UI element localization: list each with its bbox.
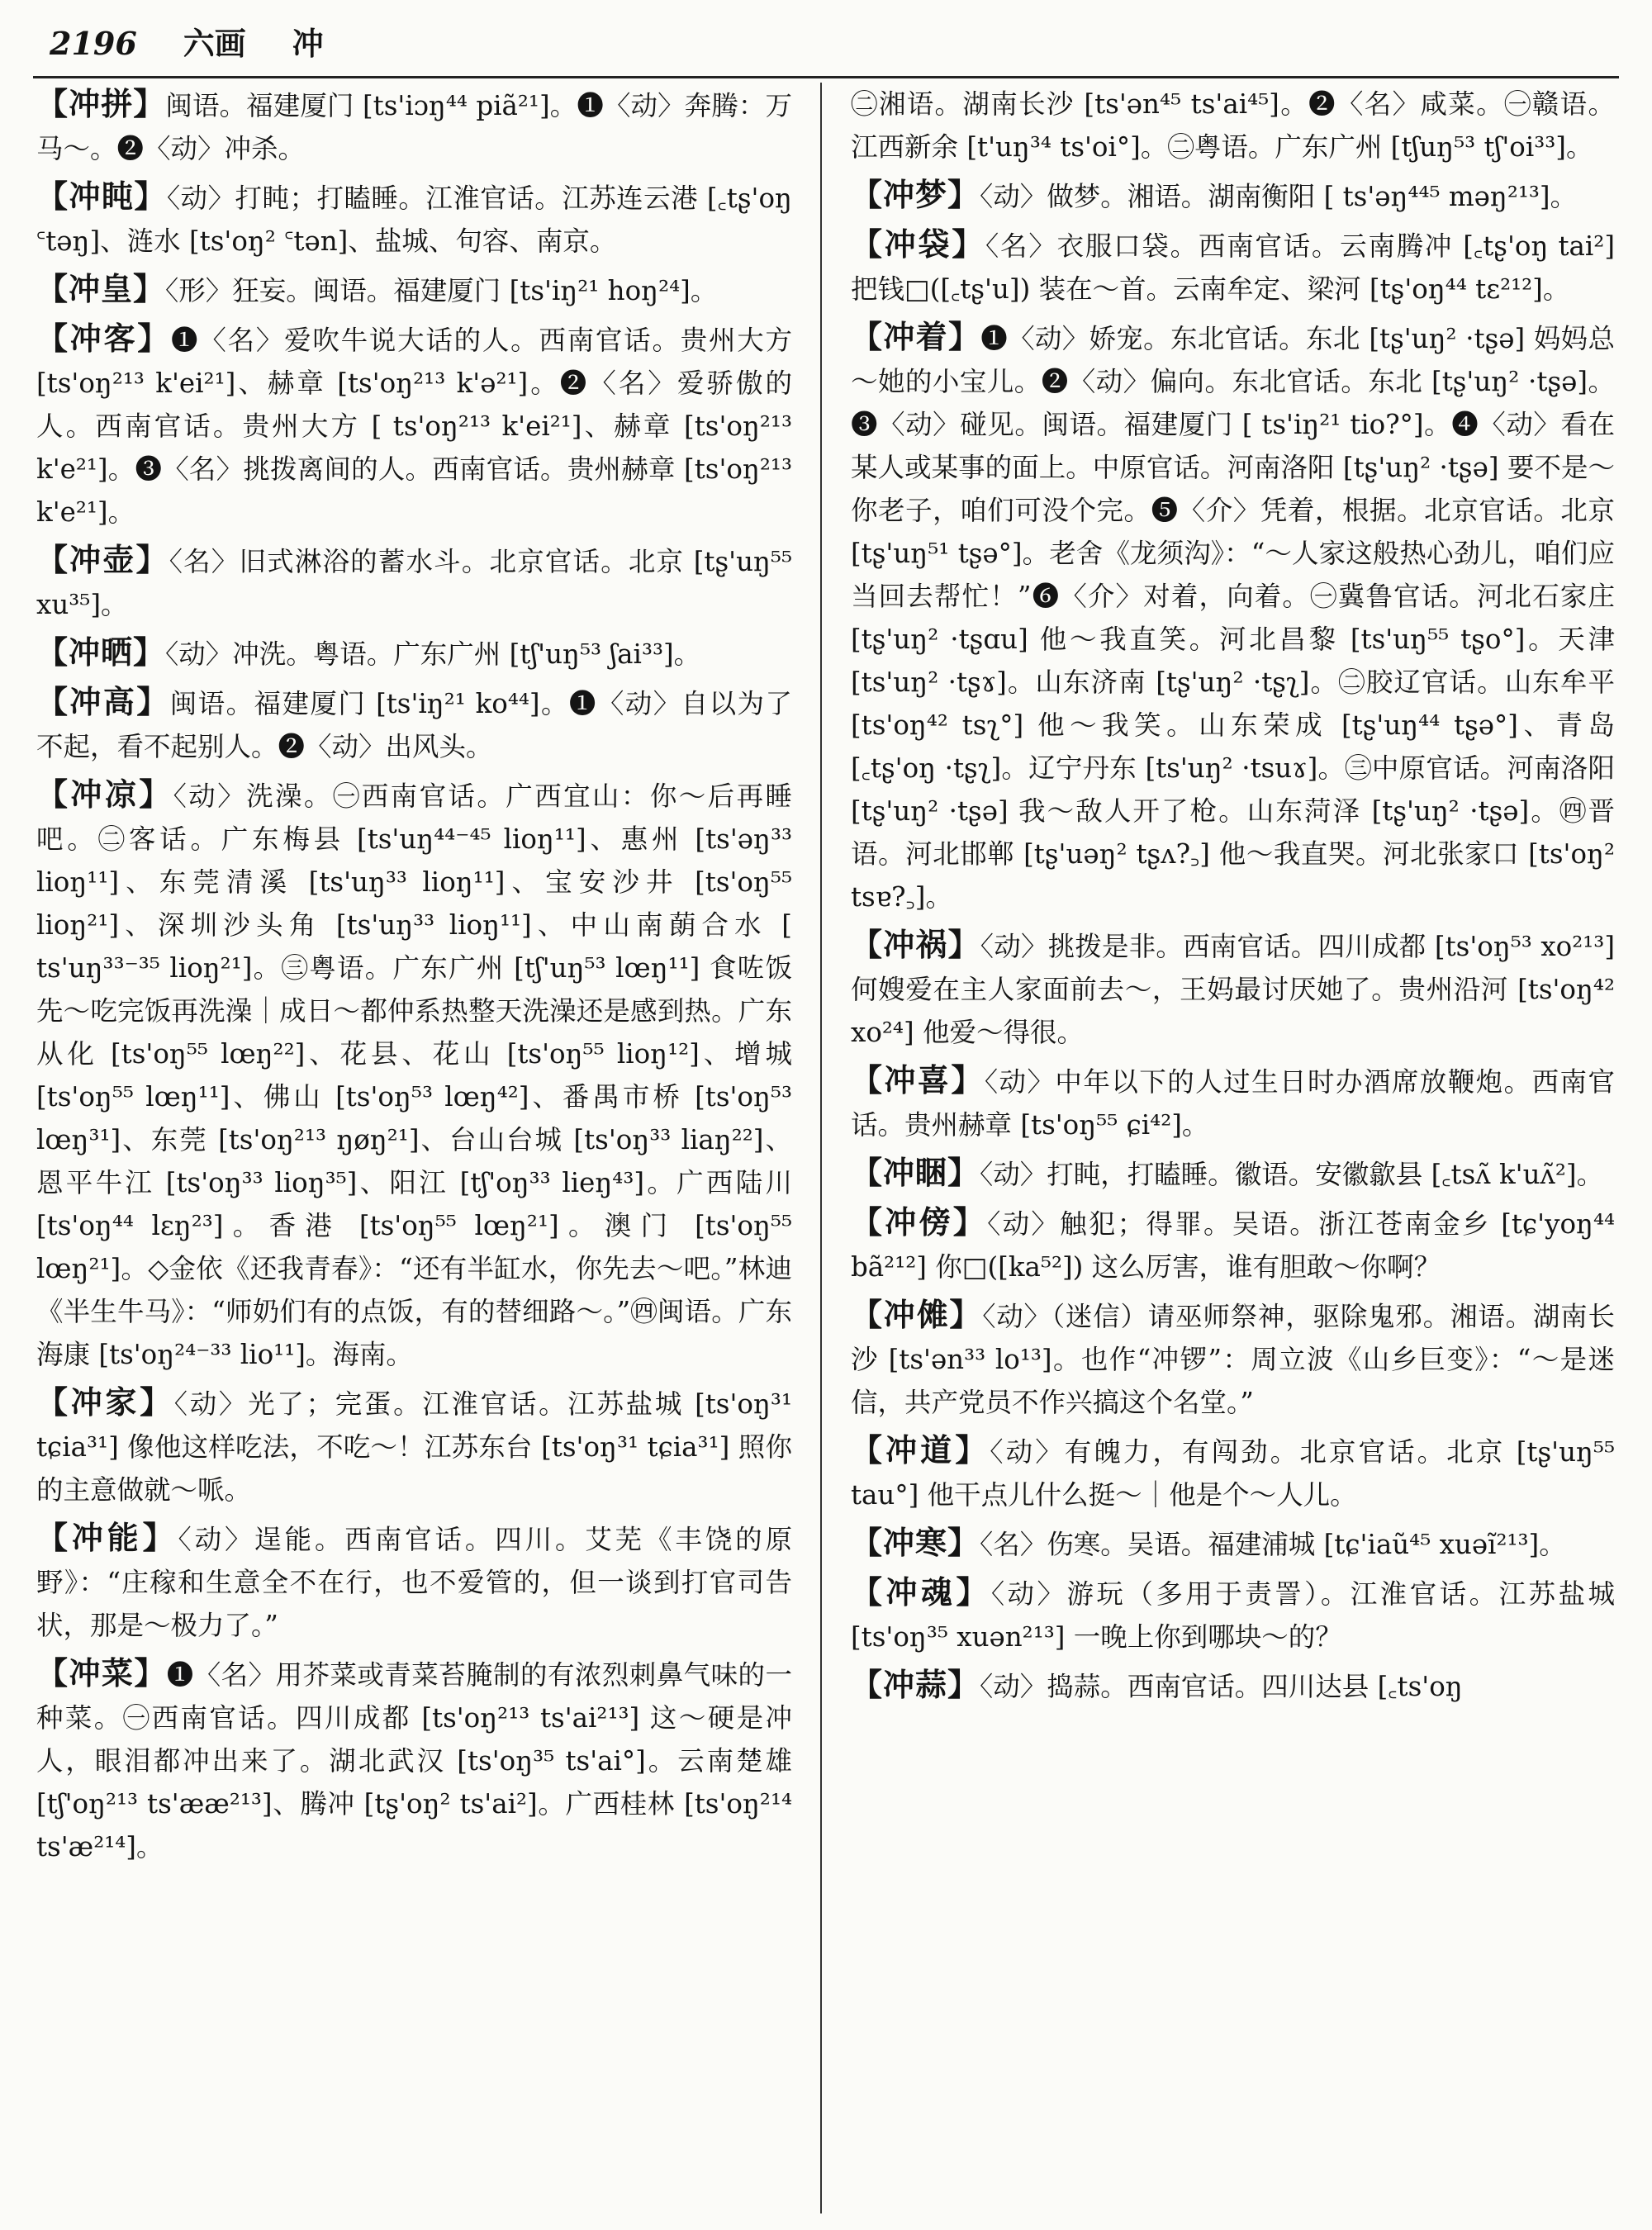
dictionary-entry [851,316,1615,918]
entry-headword: 【冲寒】 [851,1524,980,1561]
entry-headword: 【冲拼】 [36,85,166,122]
entry-definition: 〈动〉逞能。西南官话。四川。艾芜《丰饶的原野》：“庄稼和生意全不在行，也不爱管的，但一谈到打官司告状，那是～极力了。” [36,1524,792,1641]
entry-headword: 【冲魂】 [851,1573,991,1611]
entry-definition: 〈动〉有魄力，有闯劲。北京官话。北京 [tʂ'uŋ⁵⁵ tau°] 他干点儿什么挺～｜他是个～人儿。 [851,1436,1615,1511]
entry-definition: 〈动〉挑拨是非。西南官话。四川成都 [ts'oŋ⁵³ xo²¹³] 何嫂爱在主人家面前去～，王妈最讨厌她了。贵州沿河 [ts'oŋ⁴² xo²⁴] 他爱～得很。 [851,931,1615,1048]
entry-definition: 〈动〉游玩（多用于责詈）。江淮官话。江苏盐城 [ts'oŋ³⁵ xuən²¹³] 一晚上你到哪块～的？ [851,1578,1615,1653]
dictionary-entry [851,1571,1615,1658]
dictionary-entry [851,223,1615,311]
entry-headword: 【冲道】 [851,1431,990,1468]
dictionary-entry [36,539,792,626]
right-column [851,83,1615,2213]
dictionary-entry [851,1663,1615,1708]
stroke-section-label: 六画 [183,25,246,62]
dictionary-entry [851,923,1615,1054]
index-character: 冲 [292,25,324,62]
entry-headword: 【冲喜】 [851,1061,985,1098]
entry-headword: 【冲傍】 [851,1203,988,1241]
dictionary-entry [851,1429,1615,1516]
dictionary-entry [851,1293,1615,1424]
entry-headword: 【冲高】 [36,683,170,720]
header-rule [33,76,1619,78]
entry-definition: 〈动〉（迷信）请巫师祭神，驱除鬼邪。湘语。湖南长沙 [ts'ən³³ lo¹³]。也作“冲锣”：周立波《山乡巨变》：“～是迷信，共产党员不作兴搞这个名堂。” [851,1301,1615,1418]
dictionary-entry [36,175,792,263]
entry-headword: 【冲皇】 [36,270,166,307]
column-divider [820,83,822,2213]
entry-definition: 〈动〉做梦。湘语。湖南衡阳 [ ts'əŋ⁴⁴⁵ məŋ²¹³]。 [980,181,1578,212]
entry-definition: ❶〈名〉爱吹牛说大话的人。西南官话。贵州大方 [ts'oŋ²¹³ k'ei²¹]、赫章 [ts'oŋ²¹³ k'ə²¹]。❷〈名〉爱骄傲的人。西南官话。贵州大方 [ ts'oŋ²¹³ k'ei²¹]、赫章 [ts'oŋ²¹³ k'e²¹]。❸〈名〉挑拨离间的人。西南官话。贵州赫章 [ts'oŋ²¹³ k'e²¹]。 [36,325,792,528]
entry-definition: 〈动〉光了；完蛋。江淮官话。江苏盐城 [ts'oŋ³¹ tɕia³¹] 像他这样吃法，不吃～！江苏东台 [ts'oŋ³¹ tɕia³¹] 照你的主意做就～哌。 [36,1388,792,1506]
running-header [50,18,1611,74]
entry-headword: 【冲傩】 [851,1296,983,1333]
dictionary-entry [851,1521,1615,1566]
entry-definition: 闽语。福建厦门 [ts'iŋ²¹ ko⁴⁴]。❶〈动〉自以为了不起，看不起别人。❷〈动〉出风头。 [36,688,792,762]
entry-definition: 〈名〉旧式淋浴的蓄水斗。北京官话。北京 [tʂ'uŋ⁵⁵ xu³⁵]。 [36,546,792,620]
entry-definition: 〈动〉冲洗。粤语。广东广州 [tʃ'uŋ⁵³ ʃai³³]。 [165,638,701,670]
dictionary-entry [36,1652,792,1868]
entry-definition: ㊁湘语。湖南长沙 [ts'ən⁴⁵ ts'ai⁴⁵]。❷〈名〉咸菜。㊀赣语。江西新余 [t'uŋ³⁴ ts'oi°]。㊁粤语。广东广州 [tʃuŋ⁵³ tʃ'oi³³]。 [851,88,1615,163]
entry-headword: 【冲家】 [36,1383,174,1421]
entry-definition: 〈动〉打盹；打瞌睡。江淮官话。江苏连云港 [꜀tʂ'oŋ ꜂təŋ]、涟水 [ts'oŋ² ꜂tən]、盐城、句容、南京。 [36,183,792,257]
entry-headword: 【冲菜】 [36,1654,167,1691]
entry-definition: 闽语。福建厦门 [ts'iɔŋ⁴⁴ piã²¹]。❶〈动〉奔腾：万马～。❷〈动〉冲杀。 [36,90,792,164]
dictionary-entry [36,317,792,534]
entry-headword: 【冲蒜】 [851,1666,980,1703]
page-number: 2196 [50,25,137,62]
dictionary-entry [851,1201,1615,1288]
entry-definition: ❶〈动〉娇宠。东北官话。东北 [tʂ'uŋ² ·tʂə] 妈妈总～她的小宝儿。❷〈动〉偏向。东北官话。东北 [tʂ'uŋ² ·tʂə]。❸〈动〉碰见。闽语。福建厦门 [ ts'iŋ²¹ tio?°]。❹〈动〉看在某人或某事的面上。中原官话。河南洛阳 [tʂ'uŋ² ·tʂə] 要不是～你老子，咱们可没个完。❺〈介〉凭着，根据。北京官话。北京 [tʂ'uŋ⁵¹ tʂə°]。老舍《龙须沟》：“～人家这般热心劲儿，咱们应当回去帮忙！”❻〈介〉对着，向着。㊀冀鲁官话。河北石家庄 [tʂ'uŋ² ·tʂɑu] 他～我直笑。河北昌黎 [ts'uŋ⁵⁵ tʂo°]。天津 [ts'uŋ² ·tʂɤ]。山东济南 [tʂ'uŋ² ·tʂʅ]。㊁胶辽官话。山东牟平 [ts'oŋ⁴² tsʅ°] 他～我笑。山东荣成 [tʂ'uŋ⁴⁴ tʂə°]、青岛 [꜀tʂ'oŋ ·tʂʅ]。辽宁丹东 [ts'uŋ² ·tsuɤ]。㊂中原官话。河南洛阳 [tʂ'uŋ² ·tʂə] 我～敌人开了枪。山东菏泽 [tʂ'uŋ² ·tʂə]。㊃晋语。河北邯郸 [tʂ'uəŋ² tʂʌ?꜆] 他～我直哭。河北张家口 [ts'oŋ² tsɐ?꜆]。 [851,323,1615,913]
dictionary-entry [851,1151,1615,1196]
dictionary-entry [851,173,1615,218]
dictionary-entry [851,83,1615,168]
entry-headword: 【冲袋】 [851,225,986,263]
dictionary-entry [36,681,792,768]
entry-headword: 【冲凉】 [36,776,173,813]
entry-headword: 【冲晒】 [36,633,166,671]
dictionary-entry [36,1381,792,1511]
entry-definition: 〈名〉衣服口袋。西南官话。云南腾冲 [꜀tʂ'oŋ tai²] 把钱□([꜀tʂ'u]) 装在～首。云南牟定、梁河 [tʂ'oŋ⁴⁴ tɛ²¹²]。 [851,230,1615,305]
entry-definition: 〈名〉伤寒。吴语。福建浦城 [tɕ'iaũ⁴⁵ xuəĩ²¹³]。 [980,1529,1566,1560]
entry-definition: ❶〈名〉用芥菜或青菜苔腌制的有浓烈刺鼻气味的一种菜。㊀西南官话。四川成都 [ts'oŋ²¹³ ts'ai²¹³] 这～硬是冲人，眼泪都冲出来了。湖北武汉 [ts'oŋ³⁵ ts'ai°]。云南楚雄 [tʃ'oŋ²¹³ ts'ææ²¹³]、腾冲 [tʂ'oŋ² ts'ai²]。广西桂林 [ts'oŋ²¹⁴ ts'æ²¹⁴]。 [36,1659,792,1862]
entry-headword: 【冲能】 [36,1519,178,1556]
entry-definition: 〈动〉洗澡。㊀西南官话。广西宜山：你～后再睡吧。㊁客话。广东梅县 [ts'uŋ⁴⁴⁻⁴⁵ lioŋ¹¹]、惠州 [ts'əŋ³³ lioŋ¹¹]、东莞清溪 [ts'uŋ³³ lioŋ¹¹]、宝安沙井 [ts'oŋ⁵⁵ lioŋ²¹]、深圳沙头角 [ts'uŋ³³ lioŋ¹¹]、中山南蓢合水 [ ts'uŋ³³⁻³⁵ lioŋ²¹]。㊂粤语。广东广州 [tʃ'uŋ⁵³ lœŋ¹¹] 食咗饭先～吃完饭再洗澡｜成日～都仲系热整天洗澡还是感到热。广东从化 [ts'oŋ⁵⁵ lœŋ²²]、花县、花山 [ts'oŋ⁵⁵ lioŋ¹²]、增城 [ts'oŋ⁵⁵ lœŋ¹¹]、佛山 [ts'oŋ⁵³ lœŋ⁴²]、番禺市桥 [ts'oŋ⁵³ lœŋ³¹]、东莞 [ts'oŋ²¹³ ŋøŋ²¹]、台山台城 [ts'oŋ³³ liaŋ²²]、恩平牛江 [ts'oŋ³³ lioŋ³⁵]、阳江 [tʃ'oŋ³³ lieŋ⁴³]。广西陆川 [ts'oŋ⁴⁴ lɛŋ²³]。香港 [ts'oŋ⁵⁵ lœŋ²¹]。澳门 [ts'oŋ⁵⁵ lœŋ²¹]。◇金依《还我青春》：“还有半缸水，你先去～吧。”林迪《半生牛马》：“师奶们有的点饭，有的替细路～。”㊃闽语。广东海康 [ts'oŋ²⁴⁻³³ lio¹¹]。海南。 [36,780,792,1370]
entry-headword: 【冲盹】 [36,178,167,215]
dictionary-entry [851,1059,1615,1146]
entry-definition: 〈动〉捣蒜。西南官话。四川达县 [꜀ts'oŋ [980,1671,1463,1702]
dictionary-entry [36,1516,792,1647]
left-column [36,83,792,2213]
entry-headword: 【冲客】 [36,320,172,357]
dictionary-entry [36,83,792,170]
entry-definition: 〈形〉狂妄。闽语。福建厦门 [ts'iŋ²¹ hoŋ²⁴]。 [165,275,718,306]
entry-headword: 【冲着】 [851,318,981,355]
dictionary-entry [36,773,792,1376]
entry-headword: 【冲壶】 [36,541,169,578]
entry-headword: 【冲睏】 [851,1154,980,1191]
entry-definition: 〈动〉触犯；得罪。吴语。浙江苍南金乡 [tɕ'yoŋ⁴⁴ bã²¹²] 你□([ka⁵²]) 这么厉害，谁有胆敢～你啊？ [851,1208,1615,1283]
entry-definition: 〈动〉中年以下的人过生日时办酒席放鞭炮。西南官话。贵州赫章 [ts'oŋ⁵⁵ ɕi⁴²]。 [851,1066,1615,1141]
entry-definition: 〈动〉打盹，打瞌睡。徽语。安徽歙县 [꜀tsʌ̃ k'uʌ̃²]。 [980,1159,1604,1190]
dictionary-entry [36,631,792,676]
entry-headword: 【冲梦】 [851,176,980,213]
entry-headword: 【冲祸】 [851,926,980,963]
dictionary-entry [36,268,792,312]
